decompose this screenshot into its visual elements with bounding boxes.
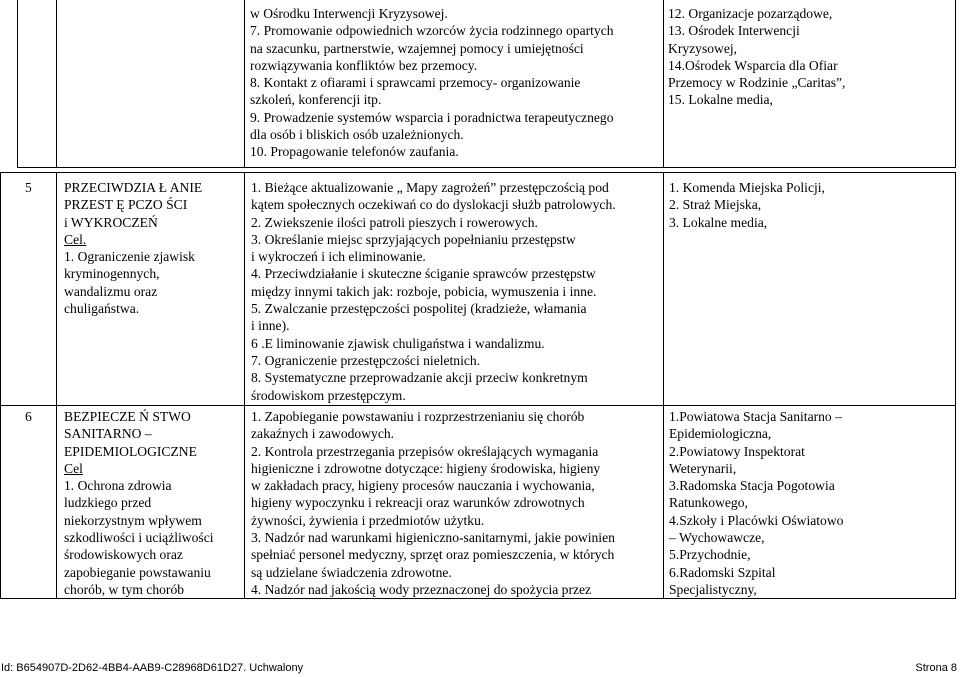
goal-line: 1. Ochrona zdrowia [64,478,172,494]
row6-partners-cell [669,408,953,598]
task-line: spełniać personel medyczny, sprzęt oraz pomieszczenia, w których [251,547,615,563]
task-line: zakaźnych i zawodowych. [251,426,395,442]
task-line: szkoleń, konferencji itp. [250,92,382,108]
task-line: żywności, żywienia i przedmiotów użytku. [251,512,485,528]
table-border [955,0,956,168]
table-border [17,167,956,168]
task-line: 1. Zapobieganie powstawaniu i rozprzestrzenianiu się chorób [251,409,585,424]
top-row-tasks-cell [250,5,660,161]
task-line: między innymi takich jak: rozboje, pobicia, wymuszenia i inne. [251,283,597,299]
goal-line: niekorzystnym wpływem [64,512,202,528]
goal-line: środowiskowych oraz [64,547,183,563]
task-line: są udzielane świadczenia zdrowotne. [251,564,452,580]
goal-line: chorób, w tym chorób [64,581,185,597]
row5-partners-cell [669,179,953,231]
task-line: 1. Bieżące aktualizowanie „ Mapy zagrożeń” przestępczością pod [251,180,609,195]
partner-line: Kryzysowej, [668,40,738,56]
task-line: kątem społecznych oczekiwań co do dyslokacji służb patrolowych. [251,197,616,213]
table-border [0,172,956,173]
task-line: i inne). [251,318,290,334]
top-row-partners-cell [668,5,953,109]
task-line: i wykroczeń i ich eliminowanie. [251,249,426,265]
partner-line: 14.Ośrodek Wsparcia dla Ofiar [668,57,838,73]
task-line: 3. Określanie miejsc sprzyjających popełnianiu przestępstw [251,231,576,247]
task-line: 6 .E liminowanie zjawisk chuligaństwa i wandalizmu. [251,335,545,351]
task-line: 2. Zwiekszenie ilości patroli pieszych i rowerowych. [251,214,538,230]
table-border [56,0,57,168]
partner-line: 3.Radomska Stacja Pogotowia [669,478,835,494]
task-line: 9. Prowadzenie systemów wsparcia i poradnictwa terapeutycznego [250,109,614,125]
partner-line: – Wychowawcze, [669,530,765,546]
row6-tasks-cell [251,408,661,598]
goal-line: chuligaństwa. [64,301,140,317]
goal-line: ludzkiego przed [64,495,152,511]
table-border [663,172,664,599]
row-number: 5 [25,180,32,195]
partner-line: Epidemiologiczna, [669,426,772,442]
partner-line: 2. Straż Miejska, [669,197,762,213]
task-line: 4. Przeciwdziałanie i skuteczne ściganie sprawców przestępstw [251,266,596,282]
table-border [56,172,57,599]
task-line: 3. Nadzór nad warunkami higieniczno-sanitarnymi, jakie powinien [251,530,615,546]
task-line: w zakładach pracy, higieny procesów nauczania i wychowania, [251,478,595,494]
partner-line: Specjalistyczny, [669,581,757,597]
goal-label: Cel [64,460,83,476]
document-id-footer: Id: B654907D-2D62-4BB4-AAB9-C28968D61D27. Uchwalony [1,662,304,674]
task-line: 7. Ograniczenie przestępczości nieletnich. [251,352,481,368]
goal-line: szkodliwości i uciążliwości [64,530,214,546]
task-line: 2. Kontrola przestrzegania przepisów określających wymagania [251,443,599,459]
row5-goal-cell [64,179,242,317]
task-line: na szacunku, partnerstwie, wzajemnej pomocy i umiejętności [250,40,584,56]
partner-line: Przemocy w Rodzinie „Caritas”, [668,75,846,91]
table-border [663,0,664,168]
partner-line: 1. Komenda Miejska Policji, [669,180,825,195]
task-line: 4. Nadzór nad jakością wody przeznaczonej do spożycia przez [251,581,592,597]
partner-line: 15. Lokalne media, [668,92,773,108]
goal-line: wandalizmu oraz [64,283,158,299]
goal-label: Cel. [64,231,87,247]
partner-line: 13. Ośrodek Interwencji [668,23,800,39]
task-line: 7. Promowanie odpowiednich wzorców życia rodzinnego opartych [250,23,614,39]
row-number: 6 [25,409,32,424]
task-line: środowiskom przestępczym. [251,387,406,403]
task-line: 8. Kontakt z ofiarami i sprawcami przemocy- organizowanie [250,75,581,91]
partner-line: 1.Powiatowa Stacja Sanitarno – [669,409,842,424]
table-border [17,0,18,168]
partner-line: 4.Szkoły i Placówki Oświatowo [669,512,844,528]
page-number: Strona 8 [915,662,957,674]
goal-line: 1. Ograniczenie zjawisk [64,249,195,265]
task-line: higieniczne i zdrowotne dotyczące: higieny środowiska, higieny [251,460,601,476]
task-line: w Ośrodku Interwencji Kryzysowej. [250,6,448,21]
task-line: rozwiązywania konfliktów bez przemocy. [250,57,478,73]
partner-line: 2.Powiatowy Inspektorat [669,443,805,459]
row5-tasks-cell [251,179,661,404]
table-border [0,172,1,599]
task-line: 5. Zwalczanie przestępczości pospolitej (kradzieże, włamania [251,301,587,317]
section-title: BEZPIECZE Ń STWO [64,409,191,424]
task-line: 10. Propagowanie telefonów zaufania. [250,144,459,160]
section-title: PRZEST Ę PCZO ŚCI [64,197,188,213]
task-line: 8. Systematyczne przeprowadzanie akcji przeciw konkretnym [251,370,588,386]
table-border [244,0,245,168]
partner-line: 3. Lokalne media, [669,214,768,230]
partner-line: Weterynarii, [669,460,737,476]
task-line: higieny wypoczynku i rekreacji oraz warunków zdrowotnych [251,495,585,511]
goal-line: kryminogennych, [64,266,160,282]
goal-line: zapobieganie powstawaniu [64,564,211,580]
section-title: SANITARNO – [64,426,152,442]
partner-line: 12. Organizacje pozarządowe, [668,6,833,21]
section-title: i WYKROCZEŃ [64,214,158,230]
section-title: EPIDEMIOLOGICZNE [64,443,197,459]
table-border [955,172,956,599]
table-border [244,172,245,599]
partner-line: Ratunkowego, [669,495,748,511]
section-title: PRZECIWDZIA Ł ANIE [64,180,203,195]
table-border [0,405,956,406]
row6-goal-cell [64,408,242,598]
task-line: dla osób i bliskich osób uzależnionych. [250,127,464,143]
partner-line: 6.Radomski Szpital [669,564,776,580]
partner-line: 5.Przychodnie, [669,547,751,563]
